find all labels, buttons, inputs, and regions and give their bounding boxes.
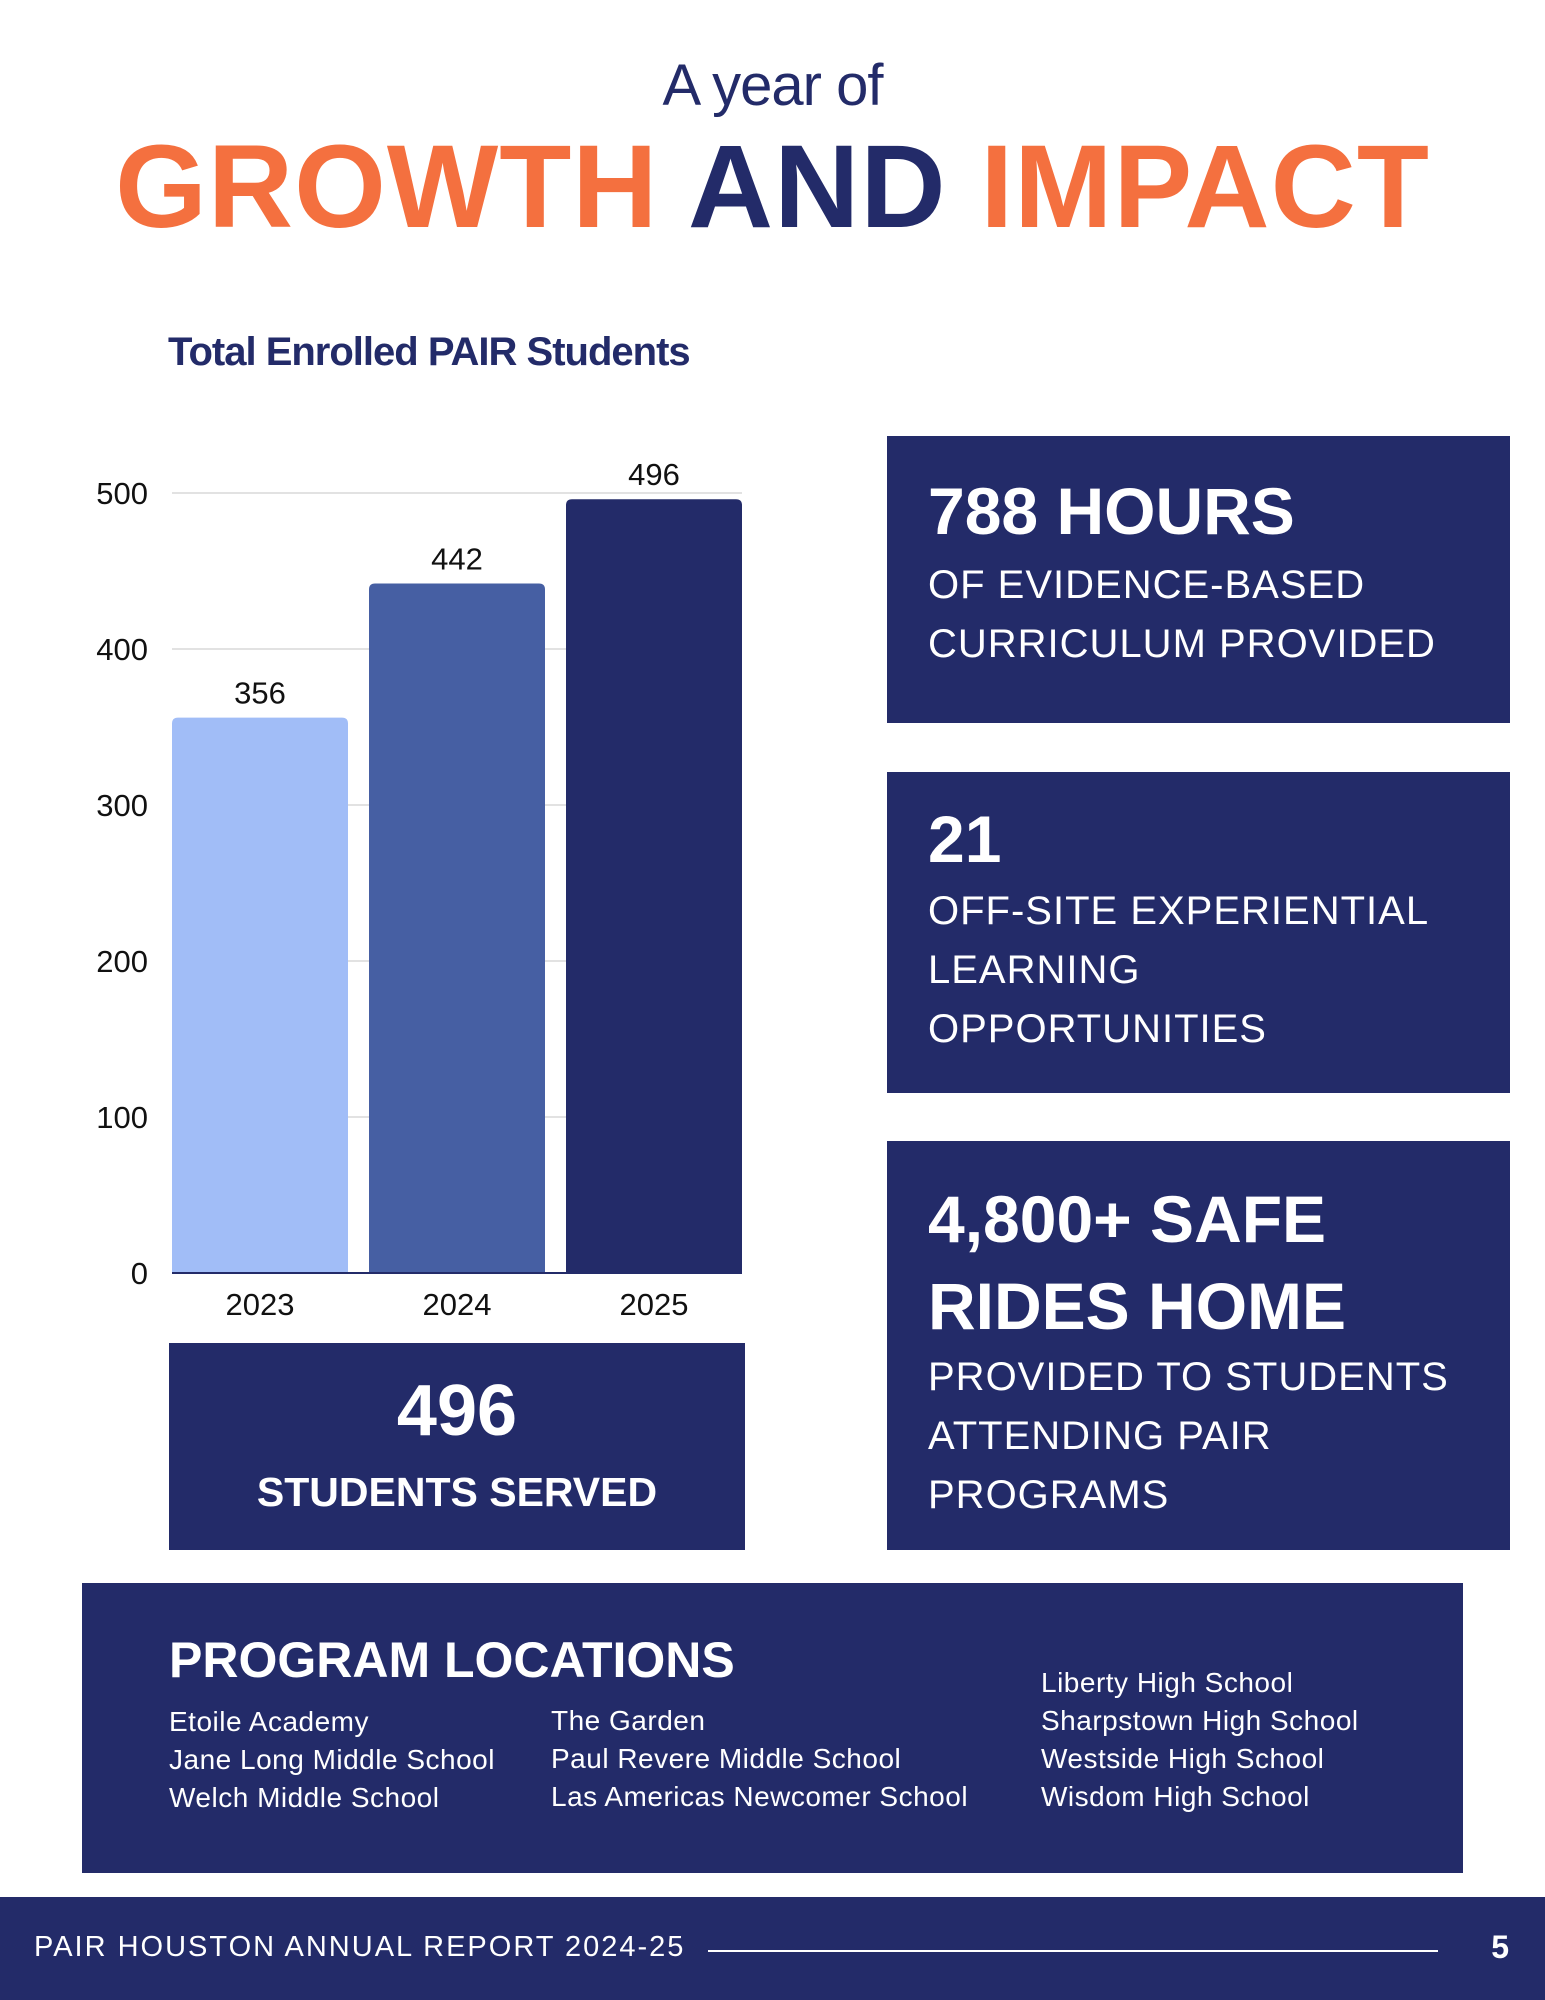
location-item: Wisdom High School [1041, 1781, 1310, 1812]
page-number: 5 [1491, 1929, 1509, 1965]
stat-rides-line: PROGRAMS [928, 1473, 1170, 1518]
location-item: Sharpstown High School [1041, 1705, 1359, 1736]
location-item: The Garden [551, 1705, 706, 1736]
stat-hours-line: CURRICULUM PROVIDED [928, 622, 1436, 667]
enrollment-bar-chart [60, 440, 760, 1320]
location-item: Paul Revere Middle School [551, 1743, 902, 1774]
program-locations-panel [82, 1583, 1463, 1873]
location-item: Welch Middle School [169, 1782, 440, 1813]
stat-rides-line: PROVIDED TO STUDENTS [928, 1354, 1449, 1399]
chart-x-tick-label: 2025 [619, 1287, 689, 1320]
stat-rides-value-line: RIDES HOME [928, 1268, 1347, 1343]
chart-y-tick-label: 200 [96, 944, 148, 979]
stat-card-rides [887, 1141, 1510, 1550]
stat-offsite-line: OPPORTUNITIES [928, 1007, 1267, 1052]
locations-column-3 [1041, 1664, 1359, 1816]
headline-and: AND [687, 121, 947, 253]
chart-bar-2024 [369, 583, 545, 1273]
location-item: Etoile Academy [169, 1706, 369, 1737]
chart-y-tick-label: 100 [96, 1100, 148, 1135]
page-subtitle: A year of [662, 53, 883, 118]
page-headline [0, 121, 1545, 253]
headline-impact: IMPACT [980, 121, 1430, 253]
chart-data-label: 356 [234, 675, 286, 711]
location-item: Las Americas Newcomer School [551, 1781, 969, 1812]
chart-y-tick-label: 300 [96, 788, 148, 823]
students-served-card [169, 1343, 745, 1550]
chart-data-label: 442 [431, 541, 483, 577]
locations-column-2 [551, 1702, 968, 1816]
location-item: Liberty High School [1041, 1667, 1294, 1698]
location-item: Jane Long Middle School [169, 1744, 495, 1775]
chart-y-tick-label: 500 [96, 476, 148, 511]
chart-data-label: 496 [628, 457, 680, 493]
chart-y-tick-label: 0 [130, 1256, 148, 1291]
page-footer [0, 1897, 1545, 2000]
program-locations-title: PROGRAM LOCATIONS [169, 1632, 735, 1688]
footer-report-title: PAIR HOUSTON ANNUAL REPORT 2024-25 [34, 1931, 686, 1963]
chart-bar-2023 [172, 718, 348, 1273]
chart-x-tick-label: 2024 [422, 1287, 492, 1320]
locations-column-1 [169, 1703, 495, 1817]
chart-x-tick-label: 2023 [225, 1287, 295, 1320]
stat-card-offsite [887, 772, 1510, 1093]
chart-bar-2025 [566, 499, 742, 1273]
headline-growth: GROWTH [115, 121, 659, 253]
chart-title: Total Enrolled PAIR Students [168, 330, 690, 374]
stat-card-hours [887, 436, 1510, 723]
stat-rides-value-line: 4,800+ SAFE [928, 1182, 1327, 1256]
location-item: Westside High School [1041, 1743, 1325, 1774]
chart-y-tick-label: 400 [96, 632, 148, 667]
stat-hours-line: OF EVIDENCE-BASED [928, 562, 1366, 607]
stat-offsite-value: 21 [928, 802, 1002, 876]
footer-divider [708, 1950, 1438, 1952]
stat-hours-value: 788 HOURS [928, 474, 1295, 548]
stat-offsite-line: LEARNING [928, 948, 1141, 993]
stat-rides-line: ATTENDING PAIR [928, 1414, 1272, 1459]
stat-offsite-line: OFF-SITE EXPERIENTIAL [928, 888, 1430, 933]
students-served-label: STUDENTS SERVED [256, 1469, 658, 1515]
students-served-number: 496 [396, 1371, 518, 1451]
